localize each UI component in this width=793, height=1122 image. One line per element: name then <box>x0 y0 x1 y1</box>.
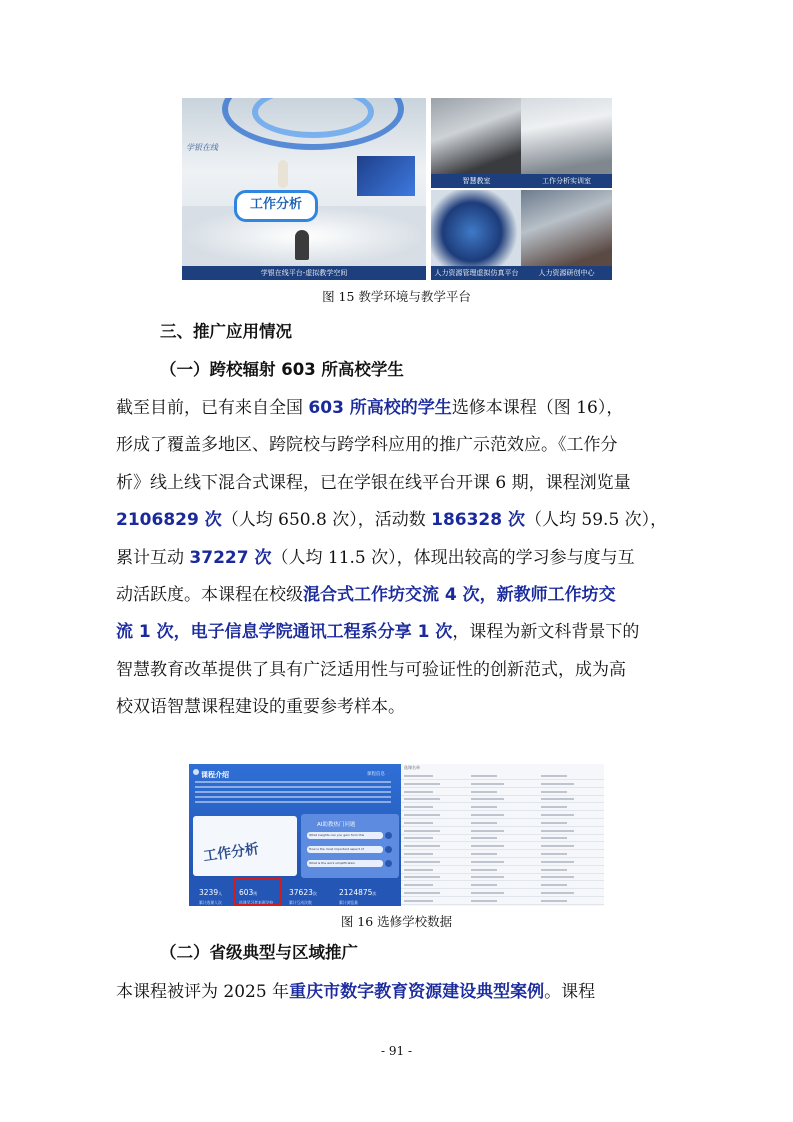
list-divider <box>401 888 604 889</box>
list-divider <box>401 787 604 788</box>
display-screen <box>357 156 415 196</box>
text-span: 析》线上线下混合式课程，已在学银在线平台开课 6 期，课程浏览量 <box>116 472 631 493</box>
subsection-heading-2: （二）省级典型与区域推广 <box>160 943 358 962</box>
school-name-placeholder <box>404 869 433 871</box>
text-line <box>116 659 626 680</box>
school-name-placeholder <box>541 884 567 886</box>
tile-photo <box>521 98 612 174</box>
text-line <box>116 472 631 493</box>
research-center-tile <box>521 190 612 280</box>
stats-bar <box>189 878 401 906</box>
list-divider <box>401 779 604 780</box>
school-name-placeholder <box>471 798 504 800</box>
text-line <box>116 547 635 568</box>
course-cover-card <box>193 816 297 876</box>
ai-panel-title: AI助教热门问题 <box>317 822 356 828</box>
school-name-placeholder <box>541 822 567 824</box>
school-name-placeholder <box>404 798 440 800</box>
page-number: - 91 - <box>380 1044 412 1058</box>
school-name-placeholder <box>541 853 567 855</box>
school-name-placeholder <box>471 845 504 847</box>
school-name-placeholder <box>404 775 433 777</box>
list-divider <box>401 865 604 866</box>
tile-caption: 人力资源研创中心 <box>521 266 612 280</box>
figure-15-image <box>182 98 612 280</box>
text-line <box>116 400 623 417</box>
send-icon[interactable] <box>385 860 392 867</box>
school-name-placeholder <box>471 806 497 808</box>
figure-15-caption: 图 15 教学环境与教学平台 <box>322 289 471 304</box>
text-span: 。课程 <box>544 982 596 1002</box>
cover-title: 工作分析 <box>202 841 260 865</box>
school-name-placeholder <box>404 822 433 824</box>
highlighted-text: 流 1 次，电子信息学院通讯工程系分享 1 次 <box>116 622 453 643</box>
school-name-placeholder <box>471 791 497 793</box>
school-name-placeholder <box>541 806 567 808</box>
tile-photo <box>521 190 612 266</box>
tile-photo <box>431 98 522 174</box>
figure-16-image <box>189 764 604 906</box>
list-divider <box>401 810 604 811</box>
highlighted-text: 603 所高校的学生 <box>308 398 452 418</box>
ai-assistant-panel <box>301 814 399 878</box>
ai-question[interactable]: How is the most important aspect of <box>307 846 383 853</box>
school-name-placeholder <box>471 837 497 839</box>
highlighted-text: 混合式工作坊交流 4 次，新教师工作坊交 <box>303 585 616 605</box>
school-name-placeholder <box>541 861 574 863</box>
school-name-placeholder <box>541 791 567 793</box>
text-span: 选修本课程（图 16）， <box>451 398 624 418</box>
school-name-placeholder <box>404 806 433 808</box>
stat-interactions: 37623次 累计互动次数 <box>289 888 317 905</box>
text-span: （人均 11.5 次），体现出较高的学习参与度与互 <box>271 547 635 568</box>
text-span: （人均 59.5 次）， <box>525 510 668 531</box>
school-name-placeholder <box>541 830 574 832</box>
school-name-placeholder <box>541 783 574 785</box>
school-name-placeholder <box>404 884 433 886</box>
school-name-placeholder <box>471 876 504 878</box>
course-icon <box>193 769 199 775</box>
text-span: 累计互动 <box>116 547 190 568</box>
avatar-figure <box>295 230 309 260</box>
text-line <box>116 587 616 604</box>
tile-photo <box>431 190 522 266</box>
highlighted-text: 2106829 次 <box>116 510 222 531</box>
panel-title: 课程介绍 <box>201 771 229 779</box>
send-icon[interactable] <box>385 832 392 839</box>
school-name-placeholder <box>404 892 440 894</box>
school-name-placeholder <box>471 861 504 863</box>
text-span: 智慧教育改革提供了具有广泛适用性与可验证性的创新范式，成为高 <box>116 659 626 680</box>
school-list-panel <box>401 764 604 906</box>
text-line <box>116 437 618 454</box>
list-divider <box>401 802 604 803</box>
figure-16-caption: 图 16 选修学校数据 <box>340 914 453 929</box>
school-name-placeholder <box>471 822 497 824</box>
list-divider <box>401 849 604 850</box>
text-line <box>116 624 639 641</box>
school-name-placeholder <box>471 869 497 871</box>
school-name-placeholder <box>404 837 433 839</box>
list-title: 选课名单 <box>404 765 420 770</box>
tile-caption: 工作分析实训室 <box>521 174 612 188</box>
text-span: 动活跃度。本课程在校级 <box>116 585 303 605</box>
virtual-classroom-panel <box>182 98 426 280</box>
send-icon[interactable] <box>385 846 392 853</box>
text-line <box>116 512 667 529</box>
panel-caption: 学银在线平台-虚拟教学空间 <box>182 266 426 280</box>
list-divider <box>401 873 604 874</box>
school-name-placeholder <box>404 845 440 847</box>
training-room-tile <box>521 98 612 188</box>
school-name-placeholder <box>541 892 574 894</box>
text-span: （人均 650.8 次），活动数 <box>221 510 432 531</box>
school-name-placeholder <box>541 837 567 839</box>
school-name-placeholder <box>541 900 567 902</box>
school-name-placeholder <box>541 869 567 871</box>
school-name-placeholder <box>541 814 574 816</box>
list-divider <box>401 857 604 858</box>
school-name-placeholder <box>471 853 497 855</box>
text-span: ，课程为新文科背景下的 <box>452 622 640 643</box>
course-intro-panel <box>189 764 401 906</box>
tile-caption: 智慧教室 <box>431 174 522 188</box>
school-name-placeholder <box>471 783 504 785</box>
platform-logo: 学银在线 <box>186 143 218 152</box>
ai-question[interactable]: What is the work simplification <box>307 860 383 867</box>
stat-views: 2124875次 累计浏览量 <box>339 888 377 905</box>
highlighted-text: 37227 次 <box>189 547 272 568</box>
list-divider <box>401 880 604 881</box>
text-span: 形成了覆盖多地区、跨院校与跨学科应用的推广示范效应。《工作分 <box>116 435 618 456</box>
list-divider <box>401 826 604 827</box>
work-analysis-sign: 工作分析 <box>234 190 318 222</box>
school-name-placeholder <box>471 814 504 816</box>
subsection-heading-1: （一）跨校辐射 603 所高校学生 <box>160 360 404 379</box>
course-description <box>195 781 391 803</box>
school-name-placeholder <box>471 884 497 886</box>
list-divider <box>401 834 604 835</box>
text-line <box>116 984 595 1001</box>
list-divider <box>401 896 604 897</box>
school-name-placeholder <box>541 845 574 847</box>
highlight-box <box>234 878 281 905</box>
list-divider <box>401 904 604 905</box>
school-name-placeholder <box>471 830 504 832</box>
highlighted-text: 186328 次 <box>431 510 525 531</box>
school-name-placeholder <box>404 783 440 785</box>
list-divider <box>401 818 604 819</box>
school-name-placeholder <box>404 830 440 832</box>
school-name-placeholder <box>404 900 433 902</box>
stat-schools: 603所 选课学习者来源学校 <box>239 888 274 905</box>
smart-classroom-tile <box>431 98 522 188</box>
course-info-link[interactable]: 课程信息 <box>367 772 385 777</box>
school-name-placeholder <box>471 900 497 902</box>
school-name-placeholder <box>404 876 440 878</box>
highlighted-text: 重庆市数字教育资源建设典型案例 <box>289 982 545 1002</box>
text-span: 截至目前，已有来自全国 <box>116 398 309 418</box>
school-name-placeholder <box>471 892 504 894</box>
section-heading: 三、推广应用情况 <box>160 322 292 341</box>
school-name-placeholder <box>541 798 574 800</box>
list-divider <box>401 841 604 842</box>
ai-question[interactable]: What insights can you gain from this <box>307 832 383 839</box>
school-name-placeholder <box>541 876 574 878</box>
list-divider <box>401 795 604 796</box>
school-name-placeholder <box>404 791 433 793</box>
text-span: 校双语智慧课程建设的重要参考样本。 <box>116 697 405 718</box>
tile-caption: 人力资源管理虚拟仿真平台 <box>431 266 522 280</box>
school-name-placeholder <box>404 861 440 863</box>
school-name-placeholder <box>404 853 433 855</box>
presenter-figure <box>278 160 288 188</box>
stat-enrollments: 3239人 累计选课人次 <box>199 888 223 905</box>
simulation-platform-tile <box>431 190 522 280</box>
text-line <box>116 699 405 716</box>
school-name-placeholder <box>404 814 440 816</box>
school-name-placeholder <box>541 775 567 777</box>
school-name-placeholder <box>471 775 497 777</box>
text-span: 本课程被评为 2025 年 <box>116 982 290 1002</box>
